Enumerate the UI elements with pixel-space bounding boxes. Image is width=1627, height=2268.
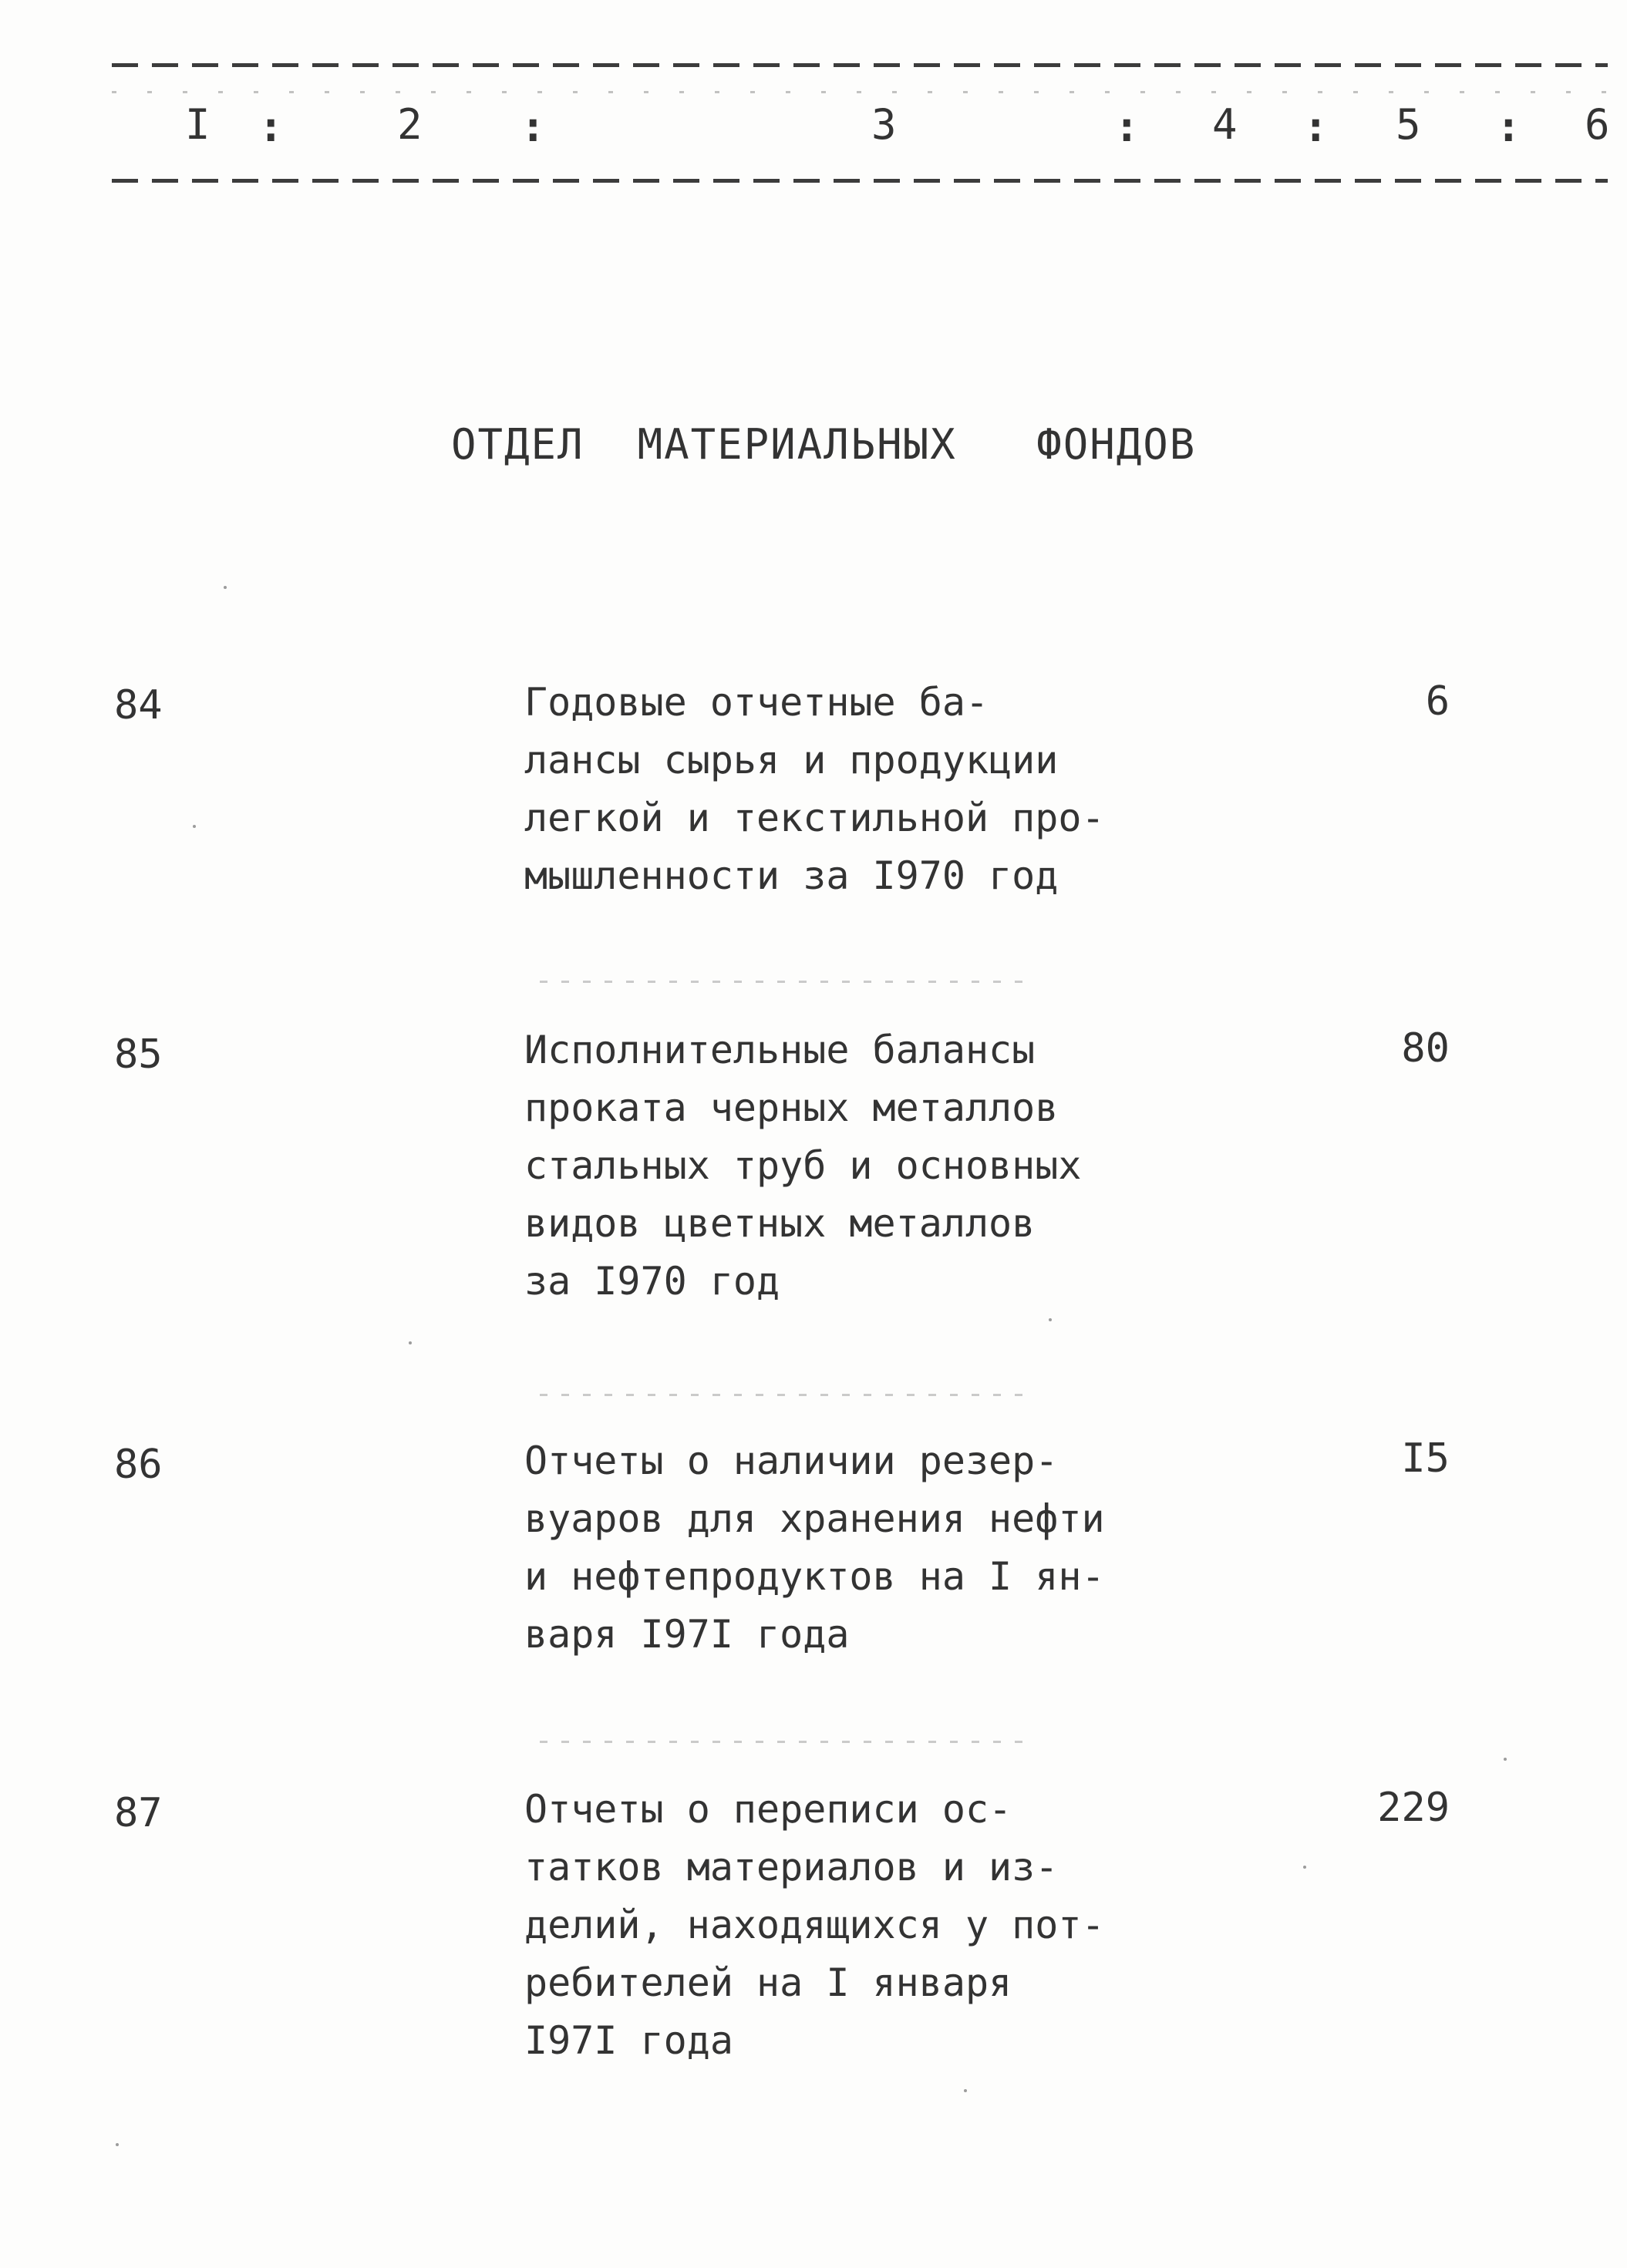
- entry-sheet-count: 80: [1401, 1025, 1450, 1072]
- entry-number: 86: [114, 1442, 163, 1488]
- entry-title: Отчеты о наличии резер- вуаров для хранения нефти и нефтепродуктов на I ян- варя I97I года: [524, 1439, 1105, 1657]
- scan-speck: [1303, 1866, 1306, 1869]
- column-separator: :: [1303, 103, 1329, 151]
- scan-speck: [193, 825, 196, 828]
- entry-sheet-count: I5: [1401, 1435, 1450, 1482]
- column-separator: :: [258, 103, 284, 151]
- entry-sheet-count: 229: [1377, 1785, 1450, 1831]
- entry-title: Годовые отчетные ба- лансы сырья и продукции легкой и текстильной про- мышленности за I970 год: [524, 680, 1105, 898]
- entry-title: Исполнительные балансы проката черных металлов стальных труб и основных видов цветных металлов за I970 год: [524, 1028, 1082, 1304]
- column-separator: :: [1114, 103, 1140, 151]
- column-number-2: 2: [397, 100, 423, 149]
- column-number-5: 5: [1396, 100, 1421, 149]
- column-number-1: I: [185, 100, 211, 149]
- entry-number: 87: [114, 1790, 163, 1836]
- header-dotted-rule: [112, 91, 1608, 93]
- scan-speck: [116, 2143, 119, 2146]
- entry-divider: [540, 1741, 1033, 1743]
- column-number-6: 6: [1585, 100, 1610, 149]
- entry-divider: [540, 1394, 1033, 1396]
- scan-speck: [409, 1341, 412, 1344]
- entry-sheet-count: 6: [1425, 678, 1450, 725]
- scan-speck: [1049, 1318, 1052, 1321]
- scan-speck: [224, 586, 227, 589]
- column-separator: :: [1496, 103, 1521, 151]
- column-number-3: 3: [871, 100, 897, 149]
- section-heading: ОТДЕЛ МАТЕРИАЛЬНЫХ ФОНДОВ: [451, 420, 1197, 469]
- column-number-4: 4: [1212, 100, 1238, 149]
- scan-speck: [1504, 1758, 1507, 1761]
- header-top-rule: [112, 63, 1608, 67]
- entry-title: Отчеты о переписи ос- татков материалов и из- делий, находящихся у пот- ребителей на I января I97I года: [524, 1787, 1105, 2063]
- column-separator: :: [520, 103, 546, 151]
- scan-speck: [964, 2089, 967, 2092]
- entry-number: 85: [114, 1031, 163, 1078]
- header-bottom-rule: [112, 179, 1608, 183]
- entry-number: 84: [114, 682, 163, 729]
- entry-divider: [540, 981, 1033, 983]
